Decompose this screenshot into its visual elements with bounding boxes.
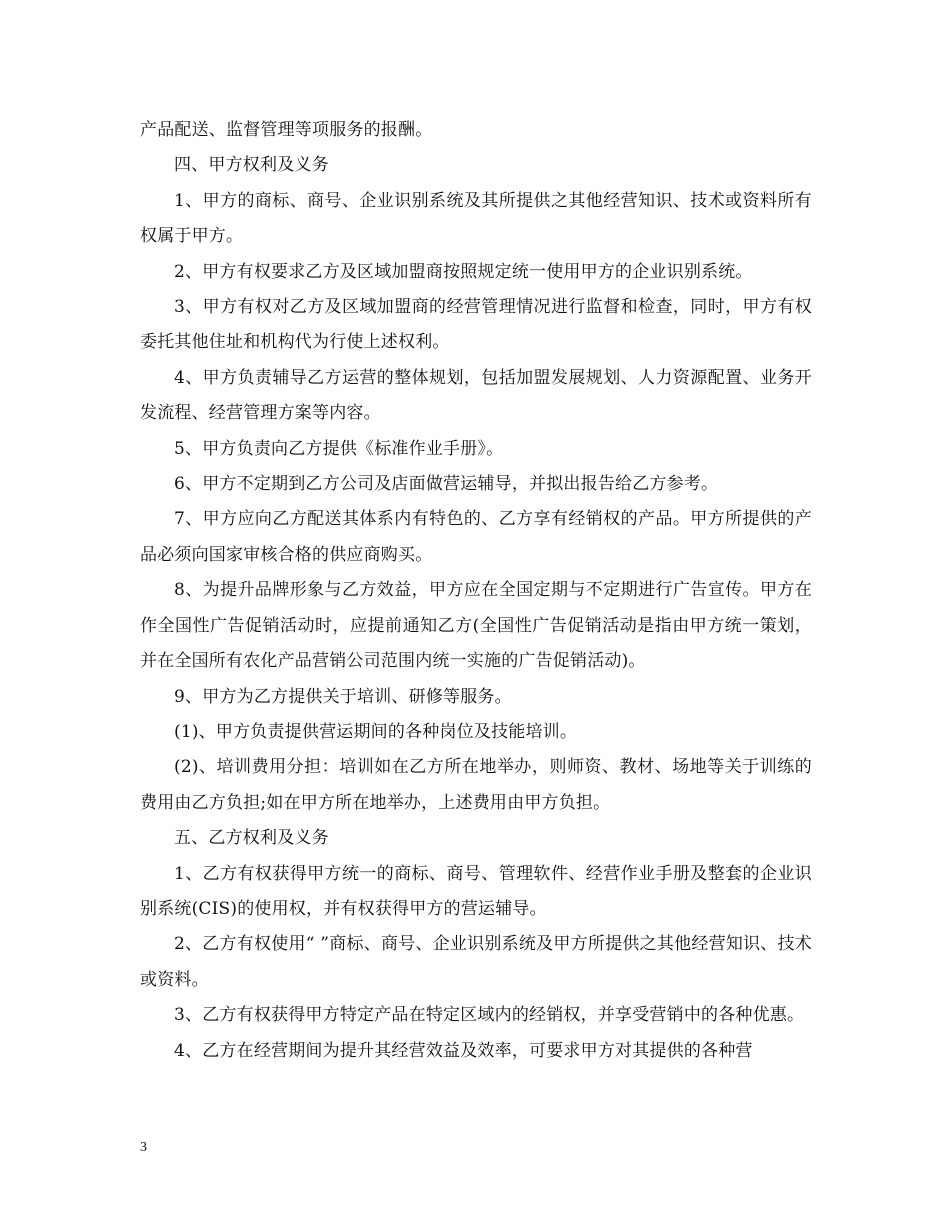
paragraph: 9、甲方为乙方提供关于培训、研修等服务。: [174, 686, 512, 707]
paragraph: 5、甲方负责向乙方提供《标准作业手册》。: [174, 438, 504, 459]
paragraph: (2)、培训费用分担：培训如在乙方所在地举办，则师资、教材、场地等关于训练的费用由乙方负担;如在甲方所在地举办，上述费用由甲方负担。: [140, 757, 812, 813]
paragraph: 1、乙方有权获得甲方统一的商标、商号、管理软件、经营作业手册及整套的企业识别系统(CIS)的使用权，并有权获得甲方的营运辅导。: [140, 863, 812, 919]
paragraph: 8、为提升品牌形象与乙方效益，甲方应在全国定期与不定期进行广告宣传。甲方在作全国性广告促销活动时，应提前通知乙方(全国性广告促销活动是指由甲方统一策划，并在全国所有农化产品营销公司范围内统一实施的广告促销活动)。: [140, 580, 812, 672]
paragraph: 4、甲方负责辅导乙方运营的整体规划，包括加盟发展规划、人力资源配置、业务开发流程、经营管理方案等内容。: [140, 367, 812, 424]
page-number: 3: [140, 1140, 147, 1155]
paragraph: 2、甲方有权要求乙方及区域加盟商按照规定统一使用甲方的企业识别系统。: [174, 261, 753, 282]
paragraph: 3、甲方有权对乙方及区域加盟商的经营管理情况进行监督和检查，同时，甲方有权委托其他住址和机构代为行使上述权利。: [140, 297, 812, 353]
section-heading-party-b-rights: 五、乙方权利及义务: [174, 828, 329, 849]
paragraph: 6、甲方不定期到乙方公司及店面做营运辅导，并拟出报告给乙方参考。: [174, 474, 719, 495]
paragraph: (1)、甲方负责提供营运期间的各种岗位及技能培训。: [174, 721, 578, 742]
paragraph: 2、乙方有权使用“ ”商标、商号、企业识别系统及甲方所提供之其他经营知识、技术或资料。: [140, 934, 812, 990]
paragraph: 3、乙方有权获得甲方特定产品在特定区域内的经销权，并享受营销中的各种优惠。: [174, 1005, 805, 1026]
section-heading-party-a-rights: 四、甲方权利及义务: [174, 155, 329, 176]
document-body: [140, 113, 812, 1069]
paragraph: 7、甲方应向乙方配送其体系内有特色的、乙方享有经销权的产品。甲方所提供的产品必须向国家审核合格的供应商购买。: [140, 509, 812, 565]
paragraph: 1、甲方的商标、商号、企业识别系统及其所提供之其他经营知识、技术或资料所有权属于甲方。: [140, 190, 812, 247]
paragraph: 产品配送、监督管理等项服务的报酬。: [140, 120, 433, 140]
paragraph: 4、乙方在经营期间为提升其经营效益及效率，可要求甲方对其提供的各种营: [174, 1040, 753, 1061]
